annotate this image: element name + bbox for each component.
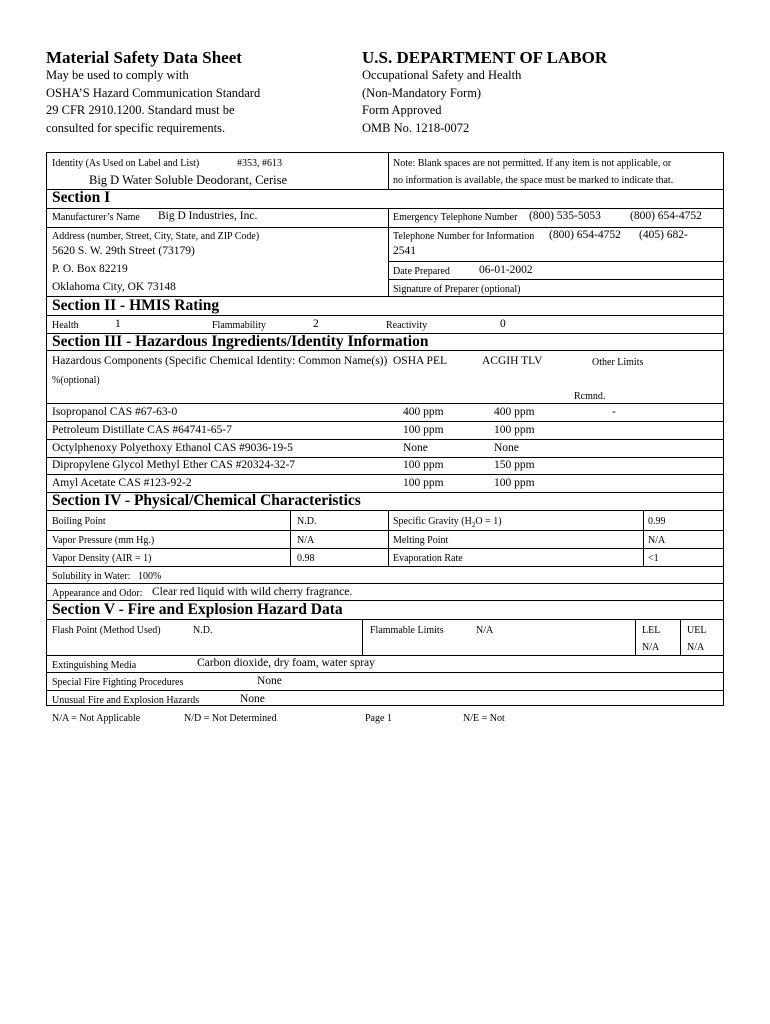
osha-value: 400 ppm bbox=[403, 406, 444, 418]
flammable-limits-value: N/A bbox=[476, 625, 494, 636]
footer-na: N/A = Not Applicable bbox=[52, 713, 141, 724]
extinguishing-media-value: Carbon dioxide, dry foam, water spray bbox=[197, 657, 375, 669]
identity-value: Big D Water Soluble Deodorant, Cerise bbox=[89, 173, 288, 187]
rule bbox=[635, 619, 636, 655]
rule bbox=[46, 474, 724, 475]
date-label: Date Prepared bbox=[393, 266, 450, 277]
note-line: no information is available, the space must be marked to indicate that. bbox=[393, 175, 674, 186]
appearance-value: Clear red liquid with wild cherry fragrance. bbox=[152, 586, 353, 598]
rule bbox=[388, 208, 389, 296]
emergency-phone: (800) 654-4752 bbox=[630, 210, 702, 222]
acgih-value: 400 ppm bbox=[494, 406, 535, 418]
header-left-block bbox=[46, 67, 260, 137]
boiling-point-label: Boiling Point bbox=[52, 516, 106, 527]
rule bbox=[46, 619, 724, 620]
rule bbox=[46, 690, 724, 691]
special-procedures-value: None bbox=[257, 675, 282, 687]
other-limits-header: Other Limits bbox=[592, 357, 644, 368]
acgih-value: 100 ppm bbox=[494, 424, 535, 436]
address-line: P. O. Box 82219 bbox=[52, 263, 128, 275]
osha-value: 100 ppm bbox=[403, 459, 444, 471]
document-title: Material Safety Data Sheet bbox=[46, 48, 242, 67]
flammability-label: Flammability bbox=[212, 320, 266, 331]
header-left-line: May be used to comply with bbox=[46, 68, 189, 82]
gravity-label-end: O = 1) bbox=[475, 516, 502, 527]
health-value: 1 bbox=[115, 318, 121, 330]
melting-point-value: N/A bbox=[648, 535, 666, 546]
rule bbox=[46, 510, 724, 511]
section5-title: Section V - Fire and Explosion Hazard Data bbox=[52, 601, 343, 618]
vapor-pressure-value: N/A bbox=[297, 535, 315, 546]
note-line: Note: Blank spaces are not permitted. If any item is not applicable, or bbox=[393, 158, 672, 169]
rule bbox=[362, 619, 363, 655]
optional-label: %(optional) bbox=[52, 375, 100, 386]
acgih-tlv-header: ACGIH TLV bbox=[482, 355, 543, 367]
gravity-subscript: 2 bbox=[471, 521, 476, 529]
osha-value: 100 ppm bbox=[403, 424, 444, 436]
lel-value: N/A bbox=[642, 642, 660, 653]
section4-title: Section IV - Physical/Chemical Characteristics bbox=[52, 492, 361, 509]
vapor-density-label: Vapor Density (AIR = 1) bbox=[52, 553, 152, 564]
solubility-value: 100% bbox=[138, 571, 162, 582]
uel-value: N/A bbox=[687, 642, 705, 653]
rule bbox=[46, 208, 724, 209]
manufacturer-value: Big D Industries, Inc. bbox=[158, 210, 258, 222]
rule bbox=[388, 152, 389, 189]
osha-value: None bbox=[403, 442, 428, 454]
flash-point-value: N.D. bbox=[193, 625, 213, 636]
footer-nd: N/D = Not Determined bbox=[184, 713, 277, 724]
other-value: - bbox=[612, 406, 616, 418]
rule bbox=[643, 510, 644, 566]
components-label: Hazardous Components (Specific Chemical Identity: Common Name(s)) bbox=[52, 355, 388, 367]
evaporation-rate-value: <1 bbox=[648, 553, 659, 564]
ingredient-name: Petroleum Distillate CAS #64741-65-7 bbox=[52, 424, 232, 436]
acgih-value: 150 ppm bbox=[494, 459, 535, 471]
evaporation-rate-label: Evaporation Rate bbox=[393, 553, 463, 564]
header-left-line: 29 CFR 2910.1200. Standard must be bbox=[46, 103, 235, 117]
header-left-line: consulted for specific requirements. bbox=[46, 120, 226, 135]
special-procedures-label: Special Fire Fighting Procedures bbox=[52, 677, 184, 688]
section2-title: Section II - HMIS Rating bbox=[52, 297, 220, 314]
ingredient-name: Amyl Acetate CAS #123-92-2 bbox=[52, 477, 192, 489]
flash-point-label: Flash Point (Method Used) bbox=[52, 625, 161, 636]
gravity-label-text: Specific Gravity (H bbox=[393, 516, 472, 527]
recommended-label: Rcmnd. bbox=[574, 391, 606, 402]
address-label: Address (number, Street, City, State, and ZIP Code) bbox=[52, 231, 260, 242]
reactivity-label: Reactivity bbox=[386, 320, 428, 331]
health-label: Health bbox=[52, 320, 79, 331]
rule bbox=[680, 619, 681, 655]
section3-title: Section III - Hazardous Ingredients/Identity Information bbox=[52, 333, 429, 350]
rule bbox=[388, 279, 724, 280]
rule bbox=[46, 548, 724, 549]
ingredient-name: Dipropylene Glycol Methyl Ether CAS #20324-32-7 bbox=[52, 459, 296, 471]
rule bbox=[46, 655, 724, 656]
rule bbox=[46, 403, 724, 404]
osha-pel-header: OSHA PEL bbox=[393, 355, 447, 367]
rule bbox=[46, 566, 724, 567]
identity-numbers: #353, #613 bbox=[237, 158, 282, 169]
manufacturer-label: Manufacturer’s Name bbox=[52, 212, 140, 223]
emergency-phone: (800) 535-5053 bbox=[529, 210, 601, 222]
date-value: 06-01-2002 bbox=[479, 264, 533, 276]
rule bbox=[46, 315, 724, 316]
reactivity-value: 0 bbox=[500, 318, 506, 330]
rule bbox=[46, 583, 724, 584]
ingredient-name: Isopropanol CAS #67-63-0 bbox=[52, 406, 178, 418]
rule bbox=[46, 227, 724, 228]
header-right-line: (Non-Mandatory Form) bbox=[362, 85, 482, 100]
specific-gravity-value: 0.99 bbox=[648, 516, 666, 527]
unusual-hazards-label: Unusual Fire and Explosion Hazards bbox=[52, 695, 200, 706]
header-right-block bbox=[362, 67, 521, 137]
rule bbox=[388, 261, 724, 262]
identity-label: Identity (As Used on Label and List) bbox=[52, 158, 200, 169]
extinguishing-media-label: Extinguishing Media bbox=[52, 660, 137, 671]
address-line: 5620 S. W. 29th Street (73179) bbox=[52, 245, 195, 257]
vapor-pressure-label: Vapor Pressure (mm Hg.) bbox=[52, 535, 155, 546]
boiling-point-value: N.D. bbox=[297, 516, 317, 527]
acgih-value: None bbox=[494, 442, 519, 454]
acgih-value: 100 ppm bbox=[494, 477, 535, 489]
header-left-line: OSHA’S Hazard Communication Standard bbox=[46, 85, 261, 100]
appearance-label: Appearance and Odor: bbox=[52, 588, 143, 599]
melting-point-label: Melting Point bbox=[393, 535, 449, 546]
solubility-label: Solubility in Water: bbox=[52, 571, 131, 582]
agency-title: U.S. DEPARTMENT OF LABOR bbox=[362, 48, 608, 67]
section1-title: Section I bbox=[52, 189, 111, 206]
footer-ne: N/E = Not bbox=[463, 713, 505, 724]
header-right-line: Occupational Safety and Health bbox=[362, 68, 522, 82]
signature-label: Signature of Preparer (optional) bbox=[393, 284, 521, 295]
rule bbox=[46, 421, 724, 422]
vapor-density-value: 0.98 bbox=[297, 553, 315, 564]
specific-gravity-label bbox=[393, 516, 502, 529]
info-phone: 2541 bbox=[393, 245, 416, 257]
ingredient-name: Octylphenoxy Polyethoxy Ethanol CAS #9036-19-5 bbox=[52, 442, 293, 454]
header-right-line: OMB No. 1218-0072 bbox=[362, 120, 470, 135]
emergency-label: Emergency Telephone Number bbox=[393, 212, 518, 223]
info-phone-label: Telephone Number for Information bbox=[393, 231, 535, 242]
rule bbox=[388, 510, 389, 566]
lel-label: LEL bbox=[642, 625, 661, 636]
flammability-value: 2 bbox=[313, 318, 319, 330]
uel-label: UEL bbox=[687, 625, 707, 636]
info-phone: (405) 682- bbox=[639, 229, 688, 241]
info-phone: (800) 654-4752 bbox=[549, 229, 621, 241]
rule bbox=[290, 510, 291, 566]
rule bbox=[46, 672, 724, 673]
rule bbox=[46, 457, 724, 458]
unusual-hazards-value: None bbox=[240, 693, 265, 705]
osha-value: 100 ppm bbox=[403, 477, 444, 489]
rule bbox=[46, 439, 724, 440]
flammable-limits-label: Flammable Limits bbox=[370, 625, 444, 636]
page-number: Page 1 bbox=[365, 713, 392, 724]
rule bbox=[46, 189, 724, 190]
address-line: Oklahoma City, OK 73148 bbox=[52, 281, 176, 293]
rule bbox=[46, 530, 724, 531]
header-right-line: Form Approved bbox=[362, 103, 442, 117]
